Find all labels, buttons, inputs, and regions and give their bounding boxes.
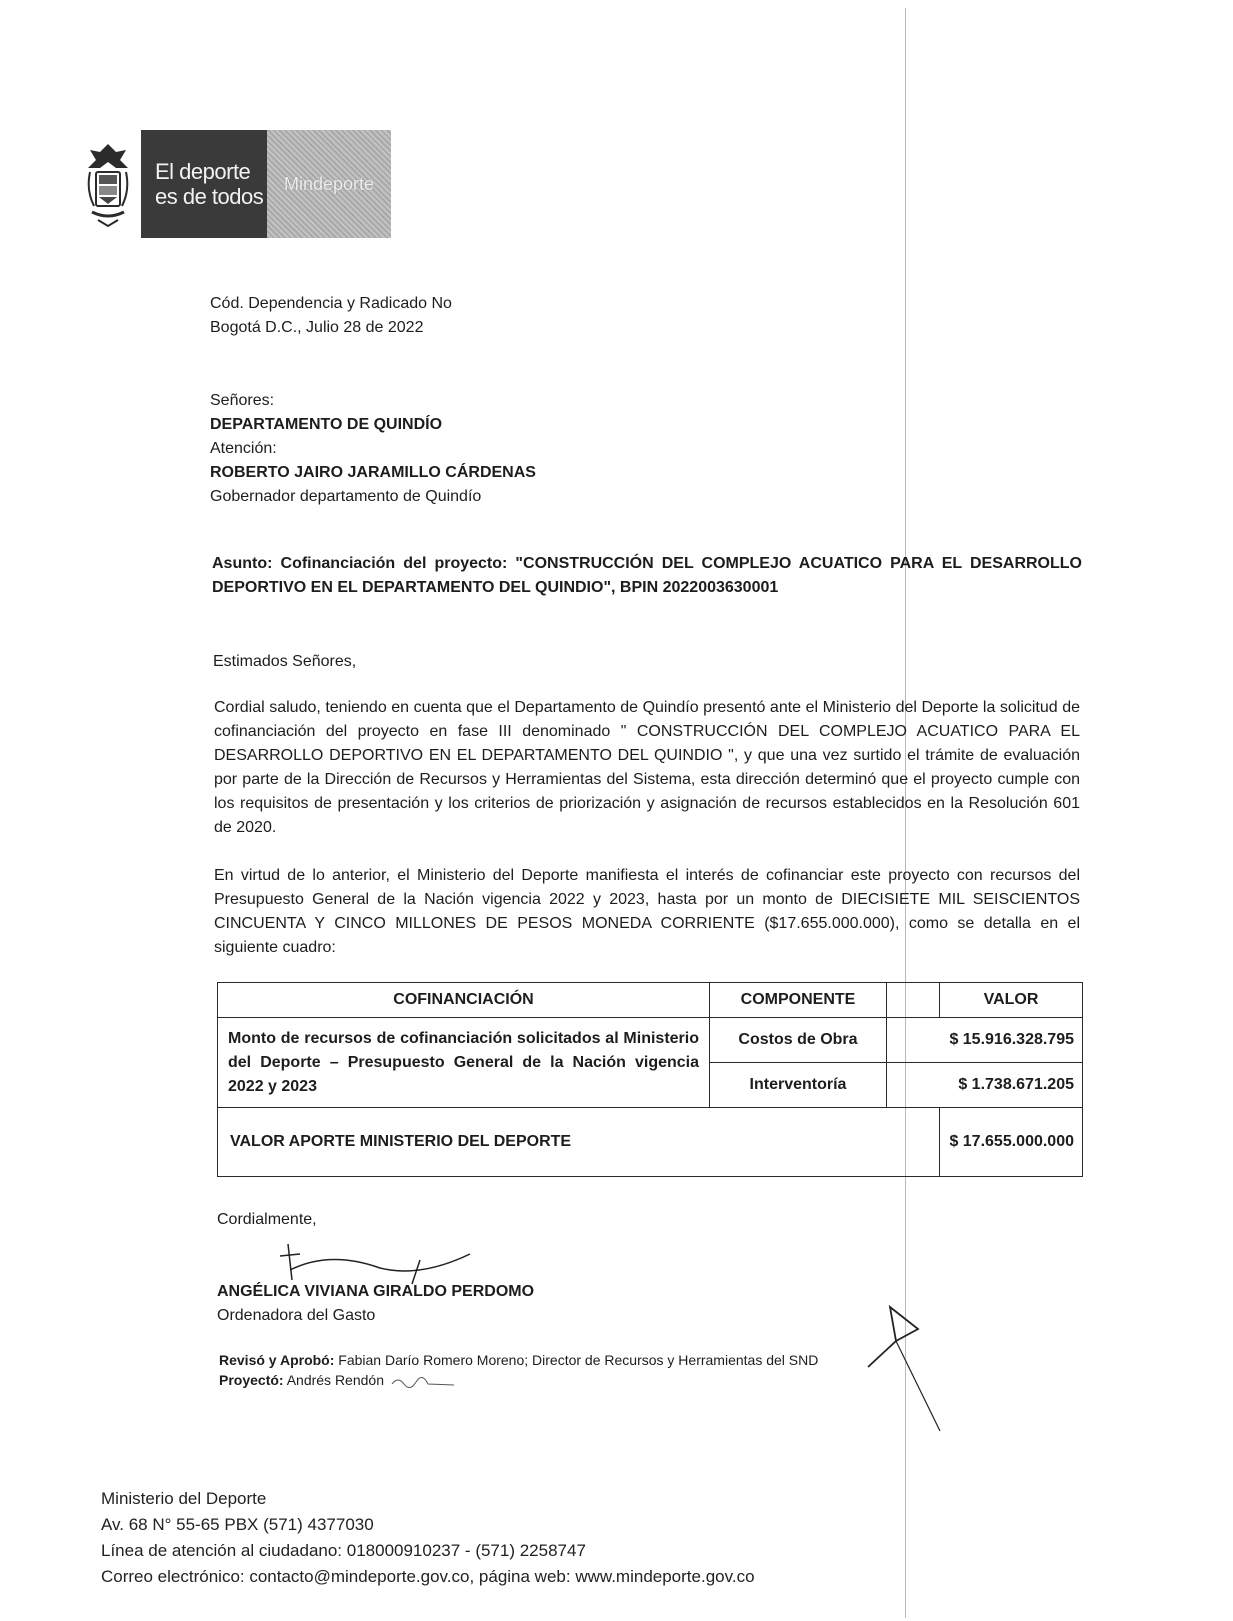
approval-mark-icon	[860, 1305, 950, 1435]
table-row	[218, 1018, 1083, 1063]
table-header-row	[218, 983, 1083, 1018]
component-cell: Costos de Obra	[710, 1018, 887, 1063]
recipient-role: Gobernador departamento de Quindío	[210, 488, 482, 505]
header-valor: VALOR	[940, 983, 1083, 1018]
greeting: Estimados Señores,	[213, 653, 357, 670]
signer-name: ANGÉLICA VIVIANA GIRALDO PERDOMO	[217, 1283, 535, 1300]
footer-contact: Correo electrónico: contacto@mindeporte.gov.co, página web: www.mindeporte.gov.co	[101, 1567, 755, 1586]
component-cell: Interventoría	[710, 1063, 887, 1108]
closing-text: Cordialmente,	[217, 1211, 317, 1228]
subject-text: Cofinanciación del proyecto: "CONSTRUCCIÓN DEL COMPLEJO ACUATICO PARA EL DESARROLLO DEPORTIVO EN EL DEPARTAMENTO DEL QUINDIO", BPIN 2022003630001	[212, 555, 1082, 596]
cofinancing-table	[217, 982, 1083, 1177]
logo-slogan-block	[141, 130, 267, 238]
header-cofinanciacion: COFINANCIACIÓN	[218, 983, 710, 1018]
footer-address: Av. 68 N° 55-65 PBX (571) 4377030	[101, 1515, 374, 1534]
table-total-row	[218, 1108, 1083, 1177]
attention-label: Atención:	[210, 440, 277, 457]
logo-slogan-line1: El deporte	[155, 159, 251, 184]
reviewed-line	[219, 1350, 818, 1370]
coat-of-arms-icon	[86, 142, 130, 228]
paragraph-2: En virtud de lo anterior, el Ministerio del Deporte manifiesta el interés de cofinanciar este proyecto con recursos del Presupuesto General de la Nación vigencia 2022 y 2023, hasta por un monto de DIECISIETE MIL SEISCIENTOS CINCUENTA Y CINCO MILLONES DE PESOS MONEDA CORRIENTE ($17.655.000.000), como se detalla en el siguiente cuadro:	[214, 867, 1080, 956]
signer-role: Ordenadora del Gasto	[217, 1307, 376, 1324]
footer-hotline: Línea de atención al ciudadano: 018000910237 - (571) 2258747	[101, 1541, 586, 1560]
total-label: VALOR APORTE MINISTERIO DEL DEPORTE	[218, 1108, 940, 1177]
date-line: Bogotá D.C., Julio 28 de 2022	[210, 319, 424, 336]
value-cell: $ 1.738.671.205	[887, 1063, 1083, 1108]
logo-brand-name: Mindeporte	[283, 173, 375, 194]
cofinancing-description: Monto de recursos de cofinanciación solicitados al Ministerio del Deporte – Presupuesto General de la Nación vigencia 2022 y 2023	[218, 1018, 710, 1108]
reviewed-label: Revisó y Aprobó:	[219, 1352, 335, 1368]
project-line	[219, 1370, 458, 1390]
recipient-organization: DEPARTAMENTO DE QUINDÍO	[210, 416, 443, 433]
code-line: Cód. Dependencia y Radicado No	[210, 295, 452, 312]
logo-slogan-line2: es de todos	[155, 184, 264, 209]
subject-label: Asunto:	[212, 555, 273, 572]
header-spacer	[887, 983, 940, 1018]
project-text: Andrés Rendón	[286, 1372, 384, 1388]
value-cell: $ 15.916.328.795	[887, 1018, 1083, 1063]
paragraph-1: Cordial saludo, teniendo en cuenta que el Departamento de Quindío presentó ante el Ministerio del Deporte la solicitud de cofinanciación del proyecto en fase III denominado " CONSTRUCCIÓN DEL COMPLEJO ACUATICO PARA EL DESARROLLO DEPORTIVO EN EL DEPARTAMENTO DEL QUINDIO ", y que una vez surtido el trámite de evaluación por parte de la Dirección de Recursos y Herramientas del Sistema, esta dirección determinó que el proyecto cumple con los requisitos de presentación y los criterios de priorización y asignación de recursos establecidos en la Resolución 601 de 2020.	[214, 699, 1080, 836]
project-label: Proyectó:	[219, 1372, 284, 1388]
subject-block	[212, 552, 1082, 600]
logo-brand-block	[267, 130, 391, 238]
recipient-salutation: Señores:	[210, 392, 275, 409]
initials-scribble-icon	[388, 1374, 458, 1388]
recipient-name: ROBERTO JAIRO JARAMILLO CÁRDENAS	[210, 464, 536, 481]
total-value: $ 17.655.000.000	[940, 1108, 1083, 1177]
reviewed-text: Fabian Darío Romero Moreno; Director de Recursos y Herramientas del SND	[338, 1352, 819, 1368]
footer-org: Ministerio del Deporte	[101, 1489, 267, 1508]
header-componente: COMPONENTE	[710, 983, 887, 1018]
mindeporte-logo	[141, 130, 391, 238]
